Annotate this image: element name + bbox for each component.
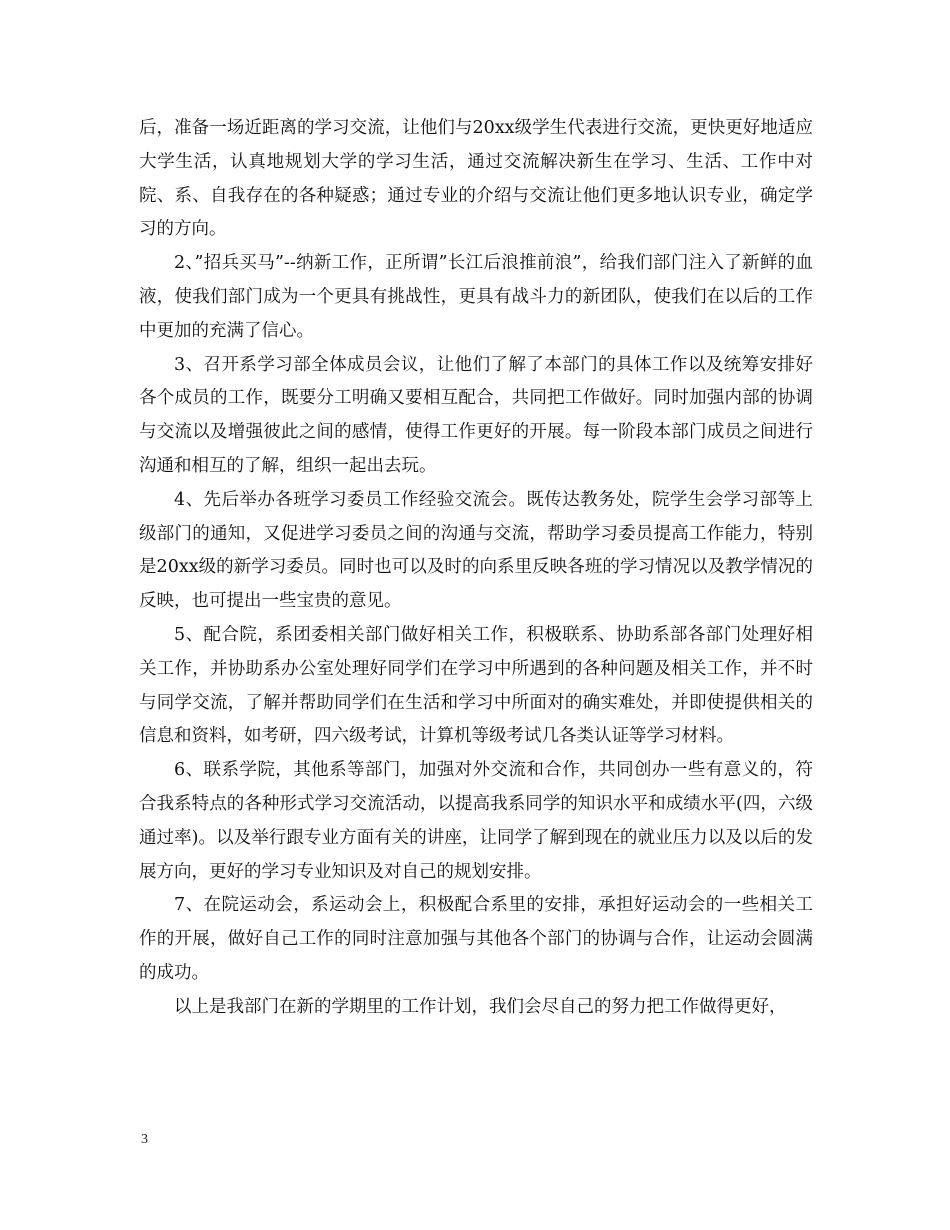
page-number: 3 [141,1132,148,1147]
paragraph-continuation: 后，准备一场近距离的学习交流，让他们与20xx级学生代表进行交流，更快更好地适应大学生活，认真地规划大学的学习生活，通过交流解决新生在学习、生活、工作中对院、系、自我存在的各种疑惑；通过专业的介绍与交流让他们更多地认识专业，确定学习的方向。 [139,118,813,240]
paragraph-item-6: 6、联系学院，其他系等部门，加强对外交流和合作，共同创办一些有意义的，符合我系特点的各种形式学习交流活动，以提高我系同学的知识水平和成绩水平(四，六级通过率)。以及举行跟专业方面有关的讲座，让同学了解到现在的就业压力以及以后的发展方向，更好的学习专业知识及对自己的规划安排。 [139,760,813,882]
body-text [139,112,813,1025]
paragraph-item-3: 3、召开系学习部全体成员会议，让他们了解了本部门的具体工作以及统筹安排好各个成员的工作，既要分工明确又要相互配合，共同把工作做好。同时加强内部的协调与交流以及增强彼此之间的感情，使得工作更好的开展。每一阶段本部门成员之间进行沟通和相互的了解，组织一起出去玩。 [139,354,813,476]
paragraph-closing: 以上是我部门在新的学期里的工作计划，我们会尽自己的努力把工作做得更好， [174,996,787,1017]
paragraph-item-4: 4、先后举办各班学习委员工作经验交流会。既传达教务处，院学生会学习部等上级部门的通知，又促进学习委员之间的沟通与交流，帮助学习委员提高工作能力，特别是20xx级的新学习委员。同时也可以及时的向系里反映各班的学习情况以及教学情况的反映，也可提出一些宝贵的意见。 [139,489,813,612]
paragraph-item-5: 5、配合院，系团委相关部门做好相关工作，积极联系、协助系部各部门处理好相关工作，并协助系办公室处理好同学们在学习中所遇到的各种问题及相关工作，并不时与同学交流，了解并帮助同学们在生活和学习中所面对的确实难处，并即使提供相关的信息和资料，如考研，四六级考试，计算机等级考试几各类认证等学习材料。 [139,624,813,747]
paragraph-item-2: 2、”招兵买马”--纳新工作，正所谓”长江后浪推前浪”，给我们部门注入了新鲜的血液，使我们部门成为一个更具有挑战性，更具有战斗力的新团队，使我们在以后的工作中更加的充满了信心。 [139,253,813,341]
paragraph-item-7: 7、在院运动会，系运动会上，积极配合系里的安排，承担好运动会的一些相关工作的开展，做好自己工作的同时注意加强与其他各个部门的协调与合作，让运动会圆满的成功。 [139,895,813,983]
